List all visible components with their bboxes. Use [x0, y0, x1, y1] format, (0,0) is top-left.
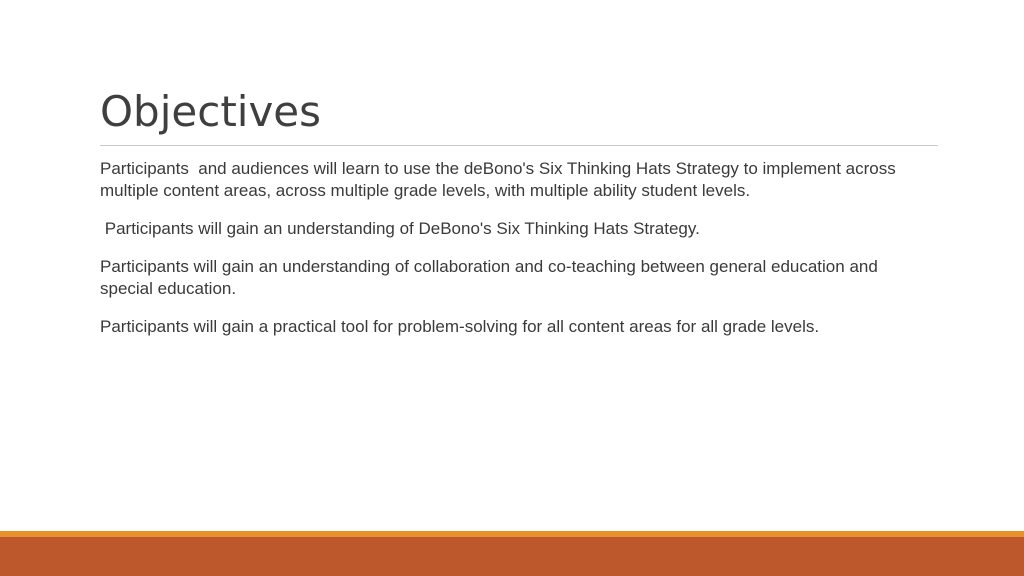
- objective-paragraph-1: Participants and audiences will learn to use the deBono's Six Thinking Hats Strategy to implement across multiple content areas, across multiple grade levels, with multiple ability student levels.: [100, 159, 901, 200]
- objective-paragraph-2: Participants will gain an understanding of DeBono's Six Thinking Hats Strategy.: [100, 219, 700, 238]
- slide-body: [100, 158, 948, 354]
- objective-paragraph-3: Participants will gain an understanding of collaboration and co-teaching between general education and special education.: [100, 257, 883, 298]
- footer-band: [0, 537, 1024, 576]
- title-divider: [100, 145, 938, 146]
- slide-title: Objectives: [100, 87, 322, 136]
- objective-paragraph-4: Participants will gain a practical tool for problem-solving for all content areas for all grade levels.: [100, 317, 820, 336]
